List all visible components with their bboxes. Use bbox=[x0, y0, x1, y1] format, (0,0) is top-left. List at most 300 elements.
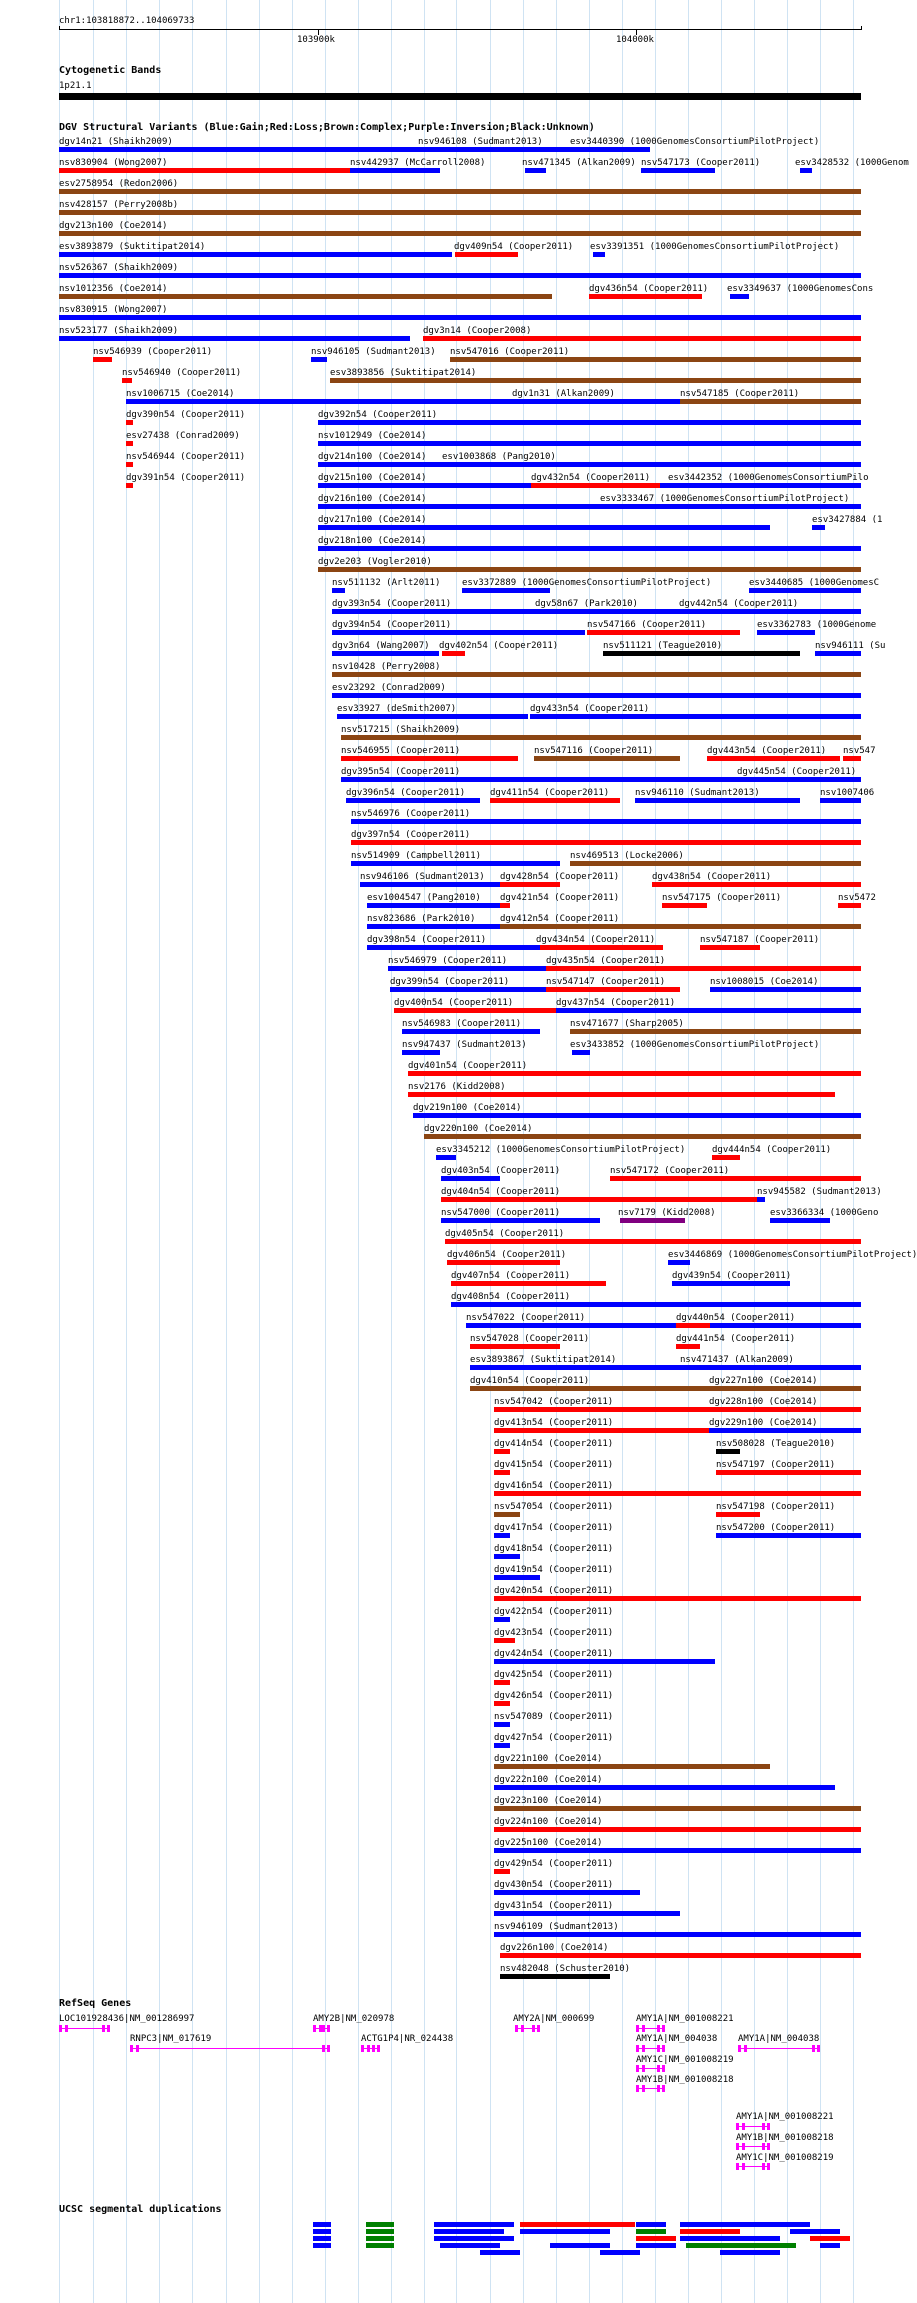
refseq-gene-label[interactable]: AMY1B|NM_001008218 bbox=[736, 2133, 834, 2143]
dgv-feature-label[interactable]: dgv2e203 (Vogler2010) bbox=[318, 557, 432, 567]
dgv-feature-label[interactable]: esv2758954 (Redon2006) bbox=[59, 179, 179, 189]
dgv-feature-bar[interactable] bbox=[716, 1512, 760, 1517]
dgv-feature-bar[interactable] bbox=[455, 252, 518, 257]
segdup-block[interactable] bbox=[366, 2243, 394, 2248]
segdup-block[interactable] bbox=[680, 2236, 780, 2241]
dgv-feature-bar[interactable] bbox=[500, 903, 510, 908]
dgv-feature-bar[interactable] bbox=[716, 1533, 861, 1538]
dgv-feature-label[interactable]: nsv547028 (Cooper2011) bbox=[470, 1334, 590, 1344]
dgv-feature-label[interactable]: dgv219n100 (Coe2014) bbox=[413, 1103, 522, 1113]
dgv-feature-bar[interactable] bbox=[494, 1869, 510, 1874]
dgv-feature-bar[interactable] bbox=[451, 1281, 606, 1286]
segdup-block[interactable] bbox=[550, 2243, 610, 2248]
dgv-feature-bar[interactable] bbox=[494, 1722, 510, 1727]
dgv-feature-bar[interactable] bbox=[346, 798, 480, 803]
dgv-feature-bar[interactable] bbox=[770, 1218, 830, 1223]
dgv-feature-bar[interactable] bbox=[351, 840, 861, 845]
dgv-feature-bar[interactable] bbox=[93, 357, 112, 362]
segdup-block[interactable] bbox=[636, 2236, 676, 2241]
dgv-feature-label[interactable]: dgv415n54 (Cooper2011) bbox=[494, 1460, 614, 1470]
dgv-feature-label[interactable]: nsv547054 (Cooper2011) bbox=[494, 1502, 614, 1512]
dgv-feature-label[interactable]: nsv1012356 (Coe2014) bbox=[59, 284, 168, 294]
dgv-feature-bar[interactable] bbox=[436, 1155, 456, 1160]
dgv-feature-bar[interactable] bbox=[318, 525, 770, 530]
dgv-feature-label[interactable]: dgv392n54 (Cooper2011) bbox=[318, 410, 438, 420]
dgv-feature-label[interactable]: nsv511121 (Teague2010) bbox=[603, 641, 723, 651]
dgv-feature-label[interactable]: esv3372889 (1000GenomesConsortiumPilotProject) bbox=[462, 578, 712, 588]
dgv-feature-bar[interactable] bbox=[500, 1953, 861, 1958]
dgv-feature-label[interactable]: dgv394n54 (Cooper2011) bbox=[332, 620, 452, 630]
dgv-feature-bar[interactable] bbox=[838, 903, 861, 908]
dgv-feature-bar[interactable] bbox=[716, 1449, 740, 1454]
dgv-feature-bar[interactable] bbox=[318, 546, 861, 551]
dgv-feature-label[interactable]: dgv226n100 (Coe2014) bbox=[500, 1943, 609, 1953]
dgv-feature-bar[interactable] bbox=[311, 357, 327, 362]
dgv-feature-bar[interactable] bbox=[494, 1827, 861, 1832]
dgv-feature-bar[interactable] bbox=[318, 504, 861, 509]
dgv-feature-bar[interactable] bbox=[652, 882, 861, 887]
segdup-block[interactable] bbox=[790, 2229, 840, 2234]
dgv-feature-label[interactable]: nsv428157 (Perry2008b) bbox=[59, 200, 179, 210]
dgv-feature-label[interactable]: nsv945582 (Sudmant2013) bbox=[757, 1187, 882, 1197]
dgv-feature-bar[interactable] bbox=[413, 1113, 861, 1118]
segdup-track-title[interactable]: UCSC segmental duplications bbox=[59, 2204, 222, 2215]
dgv-feature-bar[interactable] bbox=[603, 651, 800, 656]
dgv-feature-label[interactable]: dgv429n54 (Cooper2011) bbox=[494, 1859, 614, 1869]
dgv-feature-label[interactable]: dgv422n54 (Cooper2011) bbox=[494, 1607, 614, 1617]
dgv-feature-label[interactable]: esv3893856 (Suktitipat2014) bbox=[330, 368, 477, 378]
dgv-feature-bar[interactable] bbox=[672, 1281, 790, 1286]
dgv-feature-bar[interactable] bbox=[332, 672, 861, 677]
dgv-feature-bar[interactable] bbox=[490, 798, 620, 803]
dgv-feature-bar[interactable] bbox=[843, 756, 861, 761]
segdup-block[interactable] bbox=[366, 2222, 394, 2227]
dgv-feature-bar[interactable] bbox=[332, 630, 585, 635]
dgv-feature-label[interactable]: nsv1008015 (Coe2014) bbox=[710, 977, 819, 987]
dgv-feature-bar[interactable] bbox=[512, 399, 676, 404]
dgv-feature-label[interactable]: nsv523177 (Shaikh2009) bbox=[59, 326, 179, 336]
segdup-block[interactable] bbox=[810, 2236, 850, 2241]
dgv-feature-bar[interactable] bbox=[668, 483, 700, 488]
dgv-feature-bar[interactable] bbox=[556, 1008, 861, 1013]
dgv-feature-label[interactable]: dgv433n54 (Cooper2011) bbox=[530, 704, 650, 714]
refseq-gene-label[interactable]: AMY1A|NM_004038 bbox=[738, 2034, 820, 2044]
dgv-feature-label[interactable]: dgv439n54 (Cooper2011) bbox=[672, 1271, 792, 1281]
refseq-gene-label[interactable]: AMY1C|NM_001008219 bbox=[636, 2055, 734, 2065]
dgv-feature-label[interactable]: esv3433852 (1000GenomesConsortiumPilotProject) bbox=[570, 1040, 820, 1050]
dgv-feature-label[interactable]: nsv946111 (Su bbox=[815, 641, 886, 651]
segdup-block[interactable] bbox=[820, 2243, 840, 2248]
dgv-feature-label[interactable]: dgv406n54 (Cooper2011) bbox=[447, 1250, 567, 1260]
dgv-feature-label[interactable]: esv3345212 (1000GenomesConsortiumPilotProject) bbox=[436, 1145, 686, 1155]
dgv-feature-bar[interactable] bbox=[716, 1470, 861, 1475]
dgv-feature-label[interactable]: esv3349637 (1000GenomesCons bbox=[727, 284, 874, 294]
dgv-feature-bar[interactable] bbox=[318, 420, 861, 425]
dgv-feature-label[interactable]: dgv440n54 (Cooper2011) bbox=[676, 1313, 796, 1323]
dgv-feature-bar[interactable] bbox=[441, 1197, 760, 1202]
dgv-feature-bar[interactable] bbox=[441, 1176, 500, 1181]
dgv-feature-label[interactable]: dgv399n54 (Cooper2011) bbox=[390, 977, 510, 987]
dgv-feature-label[interactable]: dgv397n54 (Cooper2011) bbox=[351, 830, 471, 840]
dgv-feature-bar[interactable] bbox=[424, 1134, 861, 1139]
dgv-feature-label[interactable]: nsv2176 (Kidd2008) bbox=[408, 1082, 506, 1092]
segdup-block[interactable] bbox=[366, 2229, 394, 2234]
segdup-block[interactable] bbox=[520, 2229, 610, 2234]
segdup-block[interactable] bbox=[680, 2229, 740, 2234]
dgv-feature-label[interactable]: dgv3n14 (Cooper2008) bbox=[423, 326, 532, 336]
dgv-feature-label[interactable]: dgv421n54 (Cooper2011) bbox=[500, 893, 620, 903]
dgv-feature-label[interactable]: dgv432n54 (Cooper2011) bbox=[531, 473, 651, 483]
dgv-feature-label[interactable]: dgv434n54 (Cooper2011) bbox=[536, 935, 656, 945]
dgv-feature-bar[interactable] bbox=[122, 378, 132, 383]
dgv-feature-label[interactable]: esv33927 (deSmith2007) bbox=[337, 704, 457, 714]
dgv-feature-bar[interactable] bbox=[712, 1155, 740, 1160]
dgv-feature-bar[interactable] bbox=[709, 1386, 861, 1391]
dgv-feature-bar[interactable] bbox=[494, 1596, 861, 1601]
refseq-gene-label[interactable]: AMY2B|NM_020978 bbox=[313, 2014, 395, 2024]
segdup-block[interactable] bbox=[686, 2243, 796, 2248]
segdup-block[interactable] bbox=[434, 2222, 514, 2227]
dgv-feature-bar[interactable] bbox=[494, 1617, 510, 1622]
dgv-feature-bar[interactable] bbox=[318, 567, 861, 572]
dgv-feature-label[interactable]: dgv221n100 (Coe2014) bbox=[494, 1754, 603, 1764]
dgv-feature-bar[interactable] bbox=[402, 1050, 440, 1055]
dgv-feature-bar[interactable] bbox=[676, 1344, 700, 1349]
refseq-track-title[interactable]: RefSeq Genes bbox=[59, 1998, 132, 2009]
dgv-feature-bar[interactable] bbox=[451, 1302, 861, 1307]
dgv-feature-label[interactable]: dgv213n100 (Coe2014) bbox=[59, 221, 168, 231]
dgv-feature-label[interactable]: nsv546940 (Cooper2011) bbox=[122, 368, 242, 378]
dgv-feature-bar[interactable] bbox=[749, 588, 861, 593]
dgv-feature-bar[interactable] bbox=[337, 714, 528, 719]
dgv-feature-bar[interactable] bbox=[332, 588, 345, 593]
dgv-feature-label[interactable]: nsv546983 (Cooper2011) bbox=[402, 1019, 522, 1029]
dgv-feature-label[interactable]: dgv224n100 (Coe2014) bbox=[494, 1817, 603, 1827]
segdup-block[interactable] bbox=[636, 2222, 666, 2227]
dgv-feature-label[interactable]: dgv442n54 (Cooper2011) bbox=[679, 599, 799, 609]
dgv-feature-label[interactable]: nsv546944 (Cooper2011) bbox=[126, 452, 246, 462]
dgv-feature-bar[interactable] bbox=[730, 294, 749, 299]
dgv-feature-label[interactable]: nsv547042 (Cooper2011) bbox=[494, 1397, 614, 1407]
dgv-feature-label[interactable]: dgv441n54 (Cooper2011) bbox=[676, 1334, 796, 1344]
dgv-feature-bar[interactable] bbox=[367, 945, 540, 950]
dgv-feature-label[interactable]: nsv946106 (Sudmant2013) bbox=[360, 872, 485, 882]
cytoband-bar[interactable] bbox=[59, 93, 861, 100]
dgv-feature-label[interactable]: dgv393n54 (Cooper2011) bbox=[332, 599, 452, 609]
dgv-feature-label[interactable]: nsv946105 (Sudmant2013) bbox=[311, 347, 436, 357]
dgv-feature-bar[interactable] bbox=[680, 1365, 861, 1370]
dgv-feature-label[interactable]: dgv1n31 (Alkan2009) bbox=[512, 389, 615, 399]
refseq-gene-line[interactable] bbox=[130, 2048, 330, 2049]
dgv-feature-label[interactable]: nsv547016 (Cooper2011) bbox=[450, 347, 570, 357]
dgv-feature-label[interactable]: esv3440685 (1000GenomesC bbox=[749, 578, 880, 588]
dgv-feature-label[interactable]: nsv546976 (Cooper2011) bbox=[351, 809, 471, 819]
dgv-feature-label[interactable]: esv1004547 (Pang2010) bbox=[367, 893, 481, 903]
dgv-feature-bar[interactable] bbox=[59, 168, 350, 173]
dgv-feature-label[interactable]: nsv508028 (Teague2010) bbox=[716, 1439, 836, 1449]
dgv-feature-label[interactable]: dgv222n100 (Coe2014) bbox=[494, 1775, 603, 1785]
dgv-feature-label[interactable]: esv3440390 (1000GenomesConsortiumPilotProject) bbox=[570, 137, 820, 147]
refseq-gene-label[interactable]: AMY2A|NM_000699 bbox=[513, 2014, 595, 2024]
dgv-feature-label[interactable]: nsv10428 (Perry2008) bbox=[332, 662, 441, 672]
dgv-feature-bar[interactable] bbox=[546, 987, 680, 992]
dgv-feature-bar[interactable] bbox=[570, 1029, 861, 1034]
dgv-feature-label[interactable]: dgv417n54 (Cooper2011) bbox=[494, 1523, 614, 1533]
dgv-feature-label[interactable]: dgv412n54 (Cooper2011) bbox=[500, 914, 620, 924]
dgv-feature-label[interactable]: nsv547 bbox=[843, 746, 876, 756]
dgv-feature-bar[interactable] bbox=[820, 798, 861, 803]
dgv-feature-label[interactable]: dgv427n54 (Cooper2011) bbox=[494, 1733, 614, 1743]
segdup-block[interactable] bbox=[636, 2243, 676, 2248]
dgv-feature-bar[interactable] bbox=[570, 861, 861, 866]
dgv-feature-label[interactable]: dgv443n54 (Cooper2011) bbox=[707, 746, 827, 756]
dgv-feature-bar[interactable] bbox=[59, 189, 861, 194]
dgv-feature-label[interactable]: nsv7179 (Kidd2008) bbox=[618, 1208, 716, 1218]
dgv-feature-bar[interactable] bbox=[330, 378, 861, 383]
dgv-feature-label[interactable]: nsv947437 (Sudmant2013) bbox=[402, 1040, 527, 1050]
dgv-feature-bar[interactable] bbox=[600, 504, 625, 509]
segdup-block[interactable] bbox=[600, 2250, 640, 2255]
dgv-feature-bar[interactable] bbox=[494, 1638, 515, 1643]
dgv-feature-label[interactable]: dgv414n54 (Cooper2011) bbox=[494, 1439, 614, 1449]
dgv-feature-bar[interactable] bbox=[59, 210, 861, 215]
dgv-feature-label[interactable]: dgv425n54 (Cooper2011) bbox=[494, 1670, 614, 1680]
dgv-feature-bar[interactable] bbox=[525, 168, 546, 173]
segdup-block[interactable] bbox=[680, 2222, 790, 2227]
cytoband-track-title[interactable]: Cytogenetic Bands bbox=[59, 65, 162, 76]
segdup-block[interactable] bbox=[636, 2229, 666, 2234]
dgv-feature-label[interactable]: nsv517215 (Shaikh2009) bbox=[341, 725, 461, 735]
dgv-feature-label[interactable]: dgv430n54 (Cooper2011) bbox=[494, 1880, 614, 1890]
dgv-feature-label[interactable]: dgv3n64 (Wang2007) bbox=[332, 641, 430, 651]
dgv-feature-label[interactable]: nsv547197 (Cooper2011) bbox=[716, 1460, 836, 1470]
segdup-block[interactable] bbox=[720, 2250, 780, 2255]
dgv-feature-bar[interactable] bbox=[494, 1659, 715, 1664]
dgv-feature-label[interactable]: nsv514909 (Campbell2011) bbox=[351, 851, 482, 861]
dgv-feature-bar[interactable] bbox=[351, 861, 560, 866]
dgv-feature-bar[interactable] bbox=[757, 630, 815, 635]
dgv-feature-bar[interactable] bbox=[494, 1575, 540, 1580]
dgv-feature-bar[interactable] bbox=[441, 1218, 600, 1223]
segdup-block[interactable] bbox=[366, 2236, 394, 2241]
refseq-gene-line[interactable] bbox=[636, 2068, 665, 2069]
refseq-gene-line[interactable] bbox=[636, 2028, 665, 2029]
dgv-feature-label[interactable]: nsv511132 (Arlt2011) bbox=[332, 578, 441, 588]
dgv-feature-label[interactable]: esv1003868 (Pang2010) bbox=[442, 452, 556, 462]
dgv-feature-label[interactable]: dgv218n100 (Coe2014) bbox=[318, 536, 427, 546]
dgv-feature-bar[interactable] bbox=[318, 441, 861, 446]
dgv-feature-label[interactable]: dgv395n54 (Cooper2011) bbox=[341, 767, 461, 777]
dgv-feature-bar[interactable] bbox=[589, 294, 702, 299]
dgv-feature-bar[interactable] bbox=[462, 588, 550, 593]
dgv-feature-label[interactable]: dgv436n54 (Cooper2011) bbox=[589, 284, 709, 294]
dgv-feature-bar[interactable] bbox=[408, 1092, 835, 1097]
dgv-feature-label[interactable]: nsv946109 (Sudmant2013) bbox=[494, 1922, 619, 1932]
dgv-feature-bar[interactable] bbox=[494, 1806, 861, 1811]
dgv-track-title[interactable]: DGV Structural Variants (Blue:Gain;Red:Loss;Brown:Complex;Purple:Inversion;Black:Unknown) bbox=[59, 122, 595, 133]
dgv-feature-label[interactable]: dgv391n54 (Cooper2011) bbox=[126, 473, 246, 483]
dgv-feature-bar[interactable] bbox=[757, 1197, 765, 1202]
dgv-feature-label[interactable]: dgv411n54 (Cooper2011) bbox=[490, 788, 610, 798]
refseq-gene-label[interactable]: LOC101928436|NM_001286997 bbox=[59, 2014, 195, 2024]
dgv-feature-bar[interactable] bbox=[59, 315, 861, 320]
dgv-feature-label[interactable]: nsv546955 (Cooper2011) bbox=[341, 746, 461, 756]
dgv-feature-label[interactable]: nsv471437 (Alkan2009) bbox=[680, 1355, 794, 1365]
dgv-feature-label[interactable]: esv3333467 (1000GenomesConsortiumPilotProject) bbox=[600, 494, 850, 504]
dgv-feature-label[interactable]: nsv526367 (Shaikh2009) bbox=[59, 263, 179, 273]
dgv-feature-bar[interactable] bbox=[800, 168, 812, 173]
segdup-block[interactable] bbox=[313, 2236, 331, 2241]
dgv-feature-label[interactable]: dgv405n54 (Cooper2011) bbox=[445, 1229, 565, 1239]
dgv-feature-label[interactable]: dgv444n54 (Cooper2011) bbox=[712, 1145, 832, 1155]
dgv-feature-label[interactable]: dgv435n54 (Cooper2011) bbox=[546, 956, 666, 966]
dgv-feature-bar[interactable] bbox=[466, 1323, 861, 1328]
dgv-feature-label[interactable]: dgv216n100 (Coe2014) bbox=[318, 494, 427, 504]
dgv-feature-label[interactable]: dgv420n54 (Cooper2011) bbox=[494, 1586, 614, 1596]
dgv-feature-label[interactable]: esv3391351 (1000GenomesConsortiumPilotProject) bbox=[590, 242, 840, 252]
dgv-feature-label[interactable]: esv3366334 (1000Geno bbox=[770, 1208, 879, 1218]
dgv-feature-label[interactable]: dgv418n54 (Cooper2011) bbox=[494, 1544, 614, 1554]
dgv-feature-label[interactable]: nsv547200 (Cooper2011) bbox=[716, 1523, 836, 1533]
refseq-gene-label[interactable]: AMY1C|NM_001008219 bbox=[736, 2153, 834, 2163]
dgv-feature-label[interactable]: nsv547147 (Cooper2011) bbox=[546, 977, 666, 987]
refseq-gene-label[interactable]: RNPC3|NM_017619 bbox=[130, 2034, 212, 2044]
dgv-feature-bar[interactable] bbox=[546, 966, 861, 971]
dgv-feature-bar[interactable] bbox=[570, 147, 650, 152]
dgv-feature-label[interactable]: dgv409n54 (Cooper2011) bbox=[454, 242, 574, 252]
segdup-block[interactable] bbox=[313, 2243, 331, 2248]
dgv-feature-label[interactable]: dgv227n100 (Coe2014) bbox=[709, 1376, 818, 1386]
dgv-feature-label[interactable]: dgv396n54 (Cooper2011) bbox=[346, 788, 466, 798]
dgv-feature-label[interactable]: nsv547022 (Cooper2011) bbox=[466, 1313, 586, 1323]
dgv-feature-bar[interactable] bbox=[815, 651, 861, 656]
dgv-feature-bar[interactable] bbox=[531, 483, 660, 488]
dgv-feature-bar[interactable] bbox=[59, 294, 552, 299]
dgv-feature-bar[interactable] bbox=[610, 1176, 861, 1181]
dgv-feature-bar[interactable] bbox=[620, 1218, 685, 1223]
dgv-feature-label[interactable]: esv27438 (Conrad2009) bbox=[126, 431, 240, 441]
dgv-feature-bar[interactable] bbox=[494, 1785, 835, 1790]
dgv-feature-label[interactable]: dgv390n54 (Cooper2011) bbox=[126, 410, 246, 420]
dgv-feature-bar[interactable] bbox=[494, 1932, 861, 1937]
dgv-feature-label[interactable]: nsv469513 (Locke2006) bbox=[570, 851, 684, 861]
dgv-feature-label[interactable]: dgv438n54 (Cooper2011) bbox=[652, 872, 772, 882]
dgv-feature-label[interactable]: dgv423n54 (Cooper2011) bbox=[494, 1628, 614, 1638]
dgv-feature-bar[interactable] bbox=[341, 735, 861, 740]
dgv-feature-bar[interactable] bbox=[450, 357, 861, 362]
dgv-feature-label[interactable]: dgv229n100 (Coe2014) bbox=[709, 1418, 818, 1428]
dgv-feature-label[interactable]: dgv398n54 (Cooper2011) bbox=[367, 935, 487, 945]
dgv-feature-label[interactable]: dgv223n100 (Coe2014) bbox=[494, 1796, 603, 1806]
dgv-feature-bar[interactable] bbox=[812, 525, 825, 530]
dgv-feature-bar[interactable] bbox=[494, 1848, 861, 1853]
dgv-feature-bar[interactable] bbox=[494, 1554, 520, 1559]
dgv-feature-label[interactable]: dgv428n54 (Cooper2011) bbox=[500, 872, 620, 882]
dgv-feature-label[interactable]: nsv547172 (Cooper2011) bbox=[610, 1166, 730, 1176]
dgv-feature-bar[interactable] bbox=[360, 882, 500, 887]
dgv-feature-bar[interactable] bbox=[662, 903, 707, 908]
dgv-feature-bar[interactable] bbox=[668, 1260, 690, 1265]
dgv-feature-bar[interactable] bbox=[402, 1029, 540, 1034]
dgv-feature-label[interactable]: esv23292 (Conrad2009) bbox=[332, 683, 446, 693]
dgv-feature-label[interactable]: dgv228n100 (Coe2014) bbox=[709, 1397, 818, 1407]
dgv-feature-bar[interactable] bbox=[680, 399, 861, 404]
dgv-feature-bar[interactable] bbox=[470, 1344, 560, 1349]
dgv-feature-bar[interactable] bbox=[494, 1470, 510, 1475]
refseq-gene-label[interactable]: AMY1A|NM_001008221 bbox=[636, 2014, 734, 2024]
dgv-feature-bar[interactable] bbox=[126, 420, 133, 425]
dgv-feature-label[interactable]: nsv1006715 (Coe2014) bbox=[126, 389, 235, 399]
refseq-gene-label[interactable]: ACTG1P4|NR_024438 bbox=[361, 2034, 454, 2044]
dgv-feature-label[interactable]: esv3362783 (1000Genome bbox=[757, 620, 877, 630]
dgv-feature-bar[interactable] bbox=[126, 462, 133, 467]
dgv-feature-label[interactable]: dgv410n54 (Cooper2011) bbox=[470, 1376, 590, 1386]
dgv-feature-label[interactable]: dgv408n54 (Cooper2011) bbox=[451, 1292, 571, 1302]
dgv-feature-label[interactable]: nsv547198 (Cooper2011) bbox=[716, 1502, 836, 1512]
dgv-feature-bar[interactable] bbox=[494, 1764, 770, 1769]
dgv-feature-bar[interactable] bbox=[126, 483, 133, 488]
dgv-feature-bar[interactable] bbox=[447, 1260, 560, 1265]
segdup-block[interactable] bbox=[434, 2229, 504, 2234]
dgv-feature-bar[interactable] bbox=[494, 1743, 510, 1748]
refseq-gene-line[interactable] bbox=[636, 2088, 665, 2089]
dgv-feature-bar[interactable] bbox=[59, 252, 452, 257]
dgv-feature-bar[interactable] bbox=[367, 924, 500, 929]
segdup-block[interactable] bbox=[434, 2236, 514, 2241]
dgv-feature-label[interactable]: nsv471345 (Alkan2009) bbox=[522, 158, 636, 168]
dgv-feature-bar[interactable] bbox=[59, 273, 861, 278]
dgv-feature-label[interactable]: dgv402n54 (Cooper2011) bbox=[439, 641, 559, 651]
dgv-feature-bar[interactable] bbox=[676, 1323, 710, 1328]
dgv-feature-bar[interactable] bbox=[500, 882, 560, 887]
dgv-feature-bar[interactable] bbox=[350, 168, 440, 173]
dgv-feature-bar[interactable] bbox=[494, 1512, 520, 1517]
dgv-feature-bar[interactable] bbox=[572, 1050, 590, 1055]
dgv-feature-bar[interactable] bbox=[423, 336, 861, 341]
dgv-feature-bar[interactable] bbox=[535, 609, 590, 614]
dgv-feature-label[interactable]: dgv215n100 (Coe2014) bbox=[318, 473, 427, 483]
dgv-feature-bar[interactable] bbox=[737, 777, 861, 782]
dgv-feature-label[interactable]: nsv546939 (Cooper2011) bbox=[93, 347, 213, 357]
refseq-gene-label[interactable]: AMY1A|NM_004038 bbox=[636, 2034, 718, 2044]
segdup-block[interactable] bbox=[313, 2222, 331, 2227]
segdup-block[interactable] bbox=[520, 2222, 635, 2227]
dgv-feature-label[interactable]: dgv404n54 (Cooper2011) bbox=[441, 1187, 561, 1197]
dgv-feature-label[interactable]: dgv431n54 (Cooper2011) bbox=[494, 1901, 614, 1911]
dgv-feature-label[interactable]: nsv442937 (McCarroll2008) bbox=[350, 158, 486, 168]
dgv-feature-label[interactable]: nsv547089 (Cooper2011) bbox=[494, 1712, 614, 1722]
segdup-block[interactable] bbox=[790, 2222, 810, 2227]
dgv-feature-label[interactable]: dgv225n100 (Coe2014) bbox=[494, 1838, 603, 1848]
dgv-feature-label[interactable]: dgv413n54 (Cooper2011) bbox=[494, 1418, 614, 1428]
dgv-feature-label[interactable]: nsv547166 (Cooper2011) bbox=[587, 620, 707, 630]
dgv-feature-bar[interactable] bbox=[126, 441, 133, 446]
dgv-feature-label[interactable]: dgv407n54 (Cooper2011) bbox=[451, 1271, 571, 1281]
dgv-feature-bar[interactable] bbox=[494, 1491, 861, 1496]
dgv-feature-label[interactable]: dgv400n54 (Cooper2011) bbox=[394, 998, 514, 1008]
dgv-feature-label[interactable]: dgv217n100 (Coe2014) bbox=[318, 515, 427, 525]
dgv-feature-bar[interactable] bbox=[390, 987, 560, 992]
dgv-feature-bar[interactable] bbox=[332, 693, 861, 698]
dgv-feature-bar[interactable] bbox=[635, 798, 800, 803]
dgv-feature-bar[interactable] bbox=[59, 336, 410, 341]
dgv-feature-bar[interactable] bbox=[494, 1449, 510, 1454]
dgv-feature-label[interactable]: dgv58n67 (Park2010) bbox=[535, 599, 638, 609]
dgv-feature-label[interactable]: nsv823686 (Park2010) bbox=[367, 914, 476, 924]
dgv-feature-bar[interactable] bbox=[710, 987, 861, 992]
dgv-feature-label[interactable]: nsv546979 (Cooper2011) bbox=[388, 956, 508, 966]
dgv-feature-bar[interactable] bbox=[470, 1365, 680, 1370]
